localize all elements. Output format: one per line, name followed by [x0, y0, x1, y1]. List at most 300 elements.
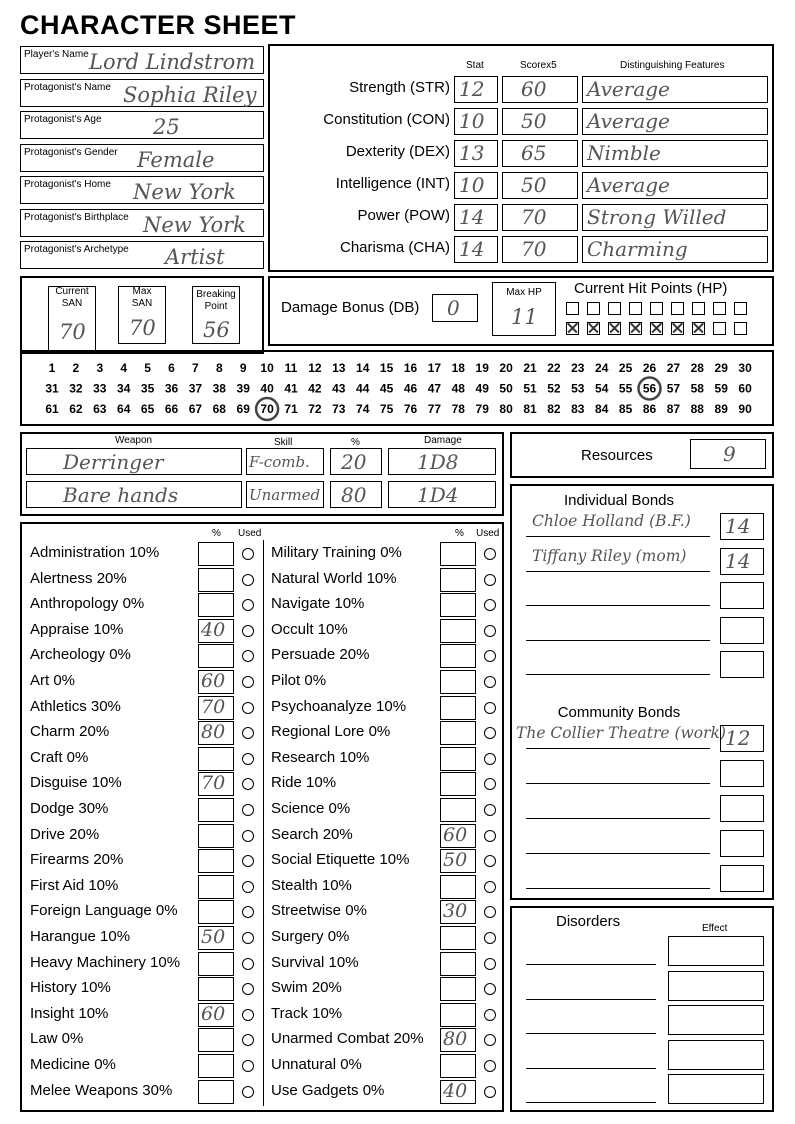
skill-value-box[interactable]	[198, 696, 234, 720]
skills-left-used-header: Used	[238, 528, 262, 539]
skill-used-checkbox[interactable]	[242, 702, 254, 714]
hp-checkbox[interactable]	[734, 322, 747, 335]
skill-name: Natural World 10%	[271, 569, 397, 587]
skill-used-checkbox[interactable]	[242, 1009, 254, 1021]
skill-name: Drive 20%	[30, 825, 100, 843]
hp-checkbox[interactable]	[650, 322, 663, 335]
disorder-line[interactable]	[526, 1033, 656, 1034]
san-track-number[interactable]: 72	[308, 402, 322, 416]
san-track-number[interactable]: 25	[618, 361, 633, 375]
disorder-line[interactable]	[526, 999, 656, 1000]
san-track-number[interactable]: 54	[595, 381, 609, 396]
san-track-number[interactable]: 30	[738, 361, 752, 375]
san-track-number[interactable]: 27	[666, 361, 681, 375]
score-value-box[interactable]	[502, 236, 578, 263]
skill-name: Navigate 10%	[271, 595, 365, 613]
skill-value-box[interactable]	[198, 926, 234, 950]
san-track-number[interactable]: 78	[451, 402, 465, 416]
info-label: Protagonist's Archetype	[24, 244, 129, 255]
san-track-number[interactable]: 74	[356, 402, 370, 416]
skill-name: Track 10%	[271, 1004, 343, 1022]
hp-checkbox[interactable]	[587, 302, 600, 315]
disorder-line[interactable]	[526, 1068, 656, 1069]
weapon-pct-box[interactable]	[330, 481, 382, 508]
skill-value-box[interactable]	[440, 1028, 476, 1052]
hp-checkbox[interactable]	[671, 302, 684, 315]
feature-box[interactable]	[582, 76, 768, 103]
san-track-number[interactable]: 63	[93, 402, 107, 416]
san-track-number[interactable]: 35	[140, 381, 155, 396]
skill-value-box[interactable]	[440, 1054, 476, 1078]
score-header: Scorex5	[520, 60, 557, 71]
bond-line[interactable]	[526, 674, 710, 675]
feature-box[interactable]	[582, 172, 768, 199]
san-track-number[interactable]: 13	[332, 361, 346, 375]
san-track-number[interactable]: 61	[45, 402, 59, 416]
san-track-number[interactable]: 32	[69, 381, 83, 396]
score-value: 70	[521, 205, 547, 229]
weapon-name-box[interactable]	[26, 481, 242, 508]
skill-used-checkbox[interactable]	[242, 676, 254, 688]
san-track-number[interactable]: 23	[571, 361, 585, 375]
san-track-number[interactable]: 84	[595, 402, 609, 416]
skill-used-checkbox[interactable]	[242, 958, 254, 970]
resources-label: Resources	[581, 447, 653, 464]
skill-value-box[interactable]	[198, 670, 234, 694]
skill-value-box[interactable]	[198, 1003, 234, 1027]
skill-value-box[interactable]	[198, 952, 234, 976]
skill-value-box[interactable]	[198, 542, 234, 566]
info-field[interactable]	[20, 79, 264, 107]
damage-bonus-box[interactable]	[432, 294, 478, 322]
bond-name: The Collier Theatre (work)	[516, 724, 726, 742]
san-track-number[interactable]: 87	[666, 402, 681, 416]
weapon-pct: 20	[341, 450, 367, 474]
san-track-number[interactable]: 86	[642, 402, 657, 416]
skill-value-box[interactable]	[198, 1080, 234, 1104]
skill-used-checkbox[interactable]	[242, 932, 254, 944]
stat-value: 12	[459, 77, 485, 101]
disorder-effect-box[interactable]	[668, 1040, 764, 1070]
bond-line[interactable]	[526, 571, 710, 572]
san-track-number[interactable]: 3	[96, 361, 104, 375]
skill-value-box[interactable]	[440, 900, 476, 924]
hp-checkbox[interactable]	[629, 302, 642, 315]
san-track-number[interactable]: 1	[48, 361, 56, 375]
bond-value-box[interactable]	[720, 651, 764, 678]
skill-value-box[interactable]	[198, 568, 234, 592]
max-san-box[interactable]	[118, 286, 166, 344]
skill-name: Art 0%	[30, 672, 76, 689]
san-track-number[interactable]: 26	[642, 361, 657, 375]
feature-box[interactable]	[582, 140, 768, 167]
san-track-number[interactable]: 83	[571, 402, 585, 416]
score-value: 50	[521, 173, 547, 197]
san-track-number[interactable]: 41	[284, 381, 298, 396]
current-hp-label: Current Hit Points (HP)	[574, 280, 728, 297]
bond-line[interactable]	[526, 888, 710, 889]
weapon-pct: 80	[341, 483, 367, 507]
skill-value-box[interactable]	[440, 798, 476, 822]
info-field[interactable]	[20, 241, 264, 269]
san-track-number[interactable]: 48	[451, 381, 465, 396]
info-field[interactable]	[20, 111, 264, 139]
san-track-number[interactable]: 42	[308, 381, 322, 396]
skill-value-box[interactable]	[440, 619, 476, 643]
san-track-number[interactable]: 44	[356, 381, 370, 396]
bond-line[interactable]	[526, 536, 710, 537]
san-track-number[interactable]: 90	[738, 402, 752, 416]
skill-used-checkbox[interactable]	[242, 1086, 254, 1098]
san-track-number[interactable]: 81	[523, 402, 537, 416]
san-track-number[interactable]: 21	[523, 361, 537, 375]
score-value-box[interactable]	[502, 76, 578, 103]
bond-value-box[interactable]	[720, 865, 764, 892]
resources-box[interactable]	[690, 439, 766, 469]
san-track-number[interactable]: 64	[117, 402, 131, 416]
disorder-line[interactable]	[526, 1102, 656, 1103]
san-track-number[interactable]: 17	[427, 361, 442, 375]
hp-checkbox[interactable]	[587, 322, 600, 335]
stat-value-box[interactable]	[454, 204, 498, 231]
hp-checkbox[interactable]	[566, 302, 579, 315]
skill-value-box[interactable]	[198, 824, 234, 848]
san-track-number[interactable]: 77	[427, 402, 442, 416]
stat-value-box[interactable]	[454, 140, 498, 167]
san-track-number[interactable]: 39	[236, 381, 250, 396]
san-track-number[interactable]: 33	[93, 381, 107, 396]
disorder-effect-box[interactable]	[668, 936, 764, 966]
skill-used-checkbox[interactable]	[242, 804, 254, 816]
disorder-effect-box[interactable]	[668, 1074, 764, 1104]
skill-name: Social Etiquette 10%	[271, 851, 410, 869]
san-track-number[interactable]: 58	[690, 381, 704, 396]
hp-checkbox[interactable]	[671, 322, 684, 335]
skill-value-box[interactable]	[440, 721, 476, 745]
san-track-number[interactable]: 22	[547, 361, 561, 375]
skill-used-checkbox[interactable]	[242, 574, 254, 586]
disorder-line[interactable]	[526, 964, 656, 965]
skill-name: First Aid 10%	[30, 876, 119, 894]
skill-value-box[interactable]	[198, 1028, 234, 1052]
skill-value-box[interactable]	[198, 772, 234, 796]
max-hp-box[interactable]	[492, 282, 556, 336]
bond-line[interactable]	[526, 853, 710, 854]
skill-value-box[interactable]	[198, 619, 234, 643]
san-track-number[interactable]: 8	[215, 361, 223, 375]
san-track-number[interactable]: 67	[188, 402, 203, 416]
skill-value-box[interactable]	[198, 977, 234, 1001]
san-track-number[interactable]: 18	[451, 361, 465, 375]
skill-value-box[interactable]	[198, 849, 234, 873]
san-track-number[interactable]: 66	[164, 402, 179, 416]
skill-value-box[interactable]	[440, 1080, 476, 1104]
skill-value-box[interactable]	[198, 593, 234, 617]
weapon-damage-box[interactable]	[388, 448, 496, 475]
info-value: New York	[133, 180, 236, 204]
hp-checkbox[interactable]	[608, 322, 621, 335]
bond-line[interactable]	[526, 748, 710, 749]
skill-value-box[interactable]	[440, 849, 476, 873]
san-track-number[interactable]: 2	[72, 361, 80, 375]
skill-value-box[interactable]	[440, 977, 476, 1001]
san-track-number[interactable]: 16	[403, 361, 418, 375]
weapon-pct-box[interactable]	[330, 448, 382, 475]
hp-checkbox[interactable]	[650, 302, 663, 315]
info-value: Artist	[165, 245, 225, 269]
san-track-number[interactable]: 29	[714, 361, 728, 375]
san-track-number[interactable]: 12	[308, 361, 322, 375]
skill-value-box[interactable]	[440, 593, 476, 617]
weapon-damage-box[interactable]	[388, 481, 496, 508]
skill-used-checkbox[interactable]	[484, 625, 496, 637]
info-label: Protagonist's Age	[24, 114, 102, 125]
skill-used-checkbox[interactable]	[484, 932, 496, 944]
hp-checkbox[interactable]	[629, 322, 642, 335]
san-track-number[interactable]: 38	[212, 381, 226, 396]
san-track-number[interactable]: 6	[168, 361, 175, 375]
skill-name: Surgery 0%	[271, 928, 350, 945]
score-value: 60	[521, 77, 547, 101]
stat-value: 10	[459, 173, 485, 197]
score-value-box[interactable]	[502, 108, 578, 135]
skill-used-checkbox[interactable]	[242, 881, 254, 893]
skill-used-checkbox[interactable]	[484, 753, 496, 765]
san-track-number[interactable]: 89	[714, 402, 728, 416]
hp-checkbox[interactable]	[608, 302, 621, 315]
disorder-effect-box[interactable]	[668, 971, 764, 1001]
skill-name: Research 10%	[271, 748, 370, 766]
san-track-number[interactable]: 46	[403, 381, 418, 396]
san-track-number[interactable]: 76	[403, 402, 418, 416]
san-track-number[interactable]: 36	[164, 381, 179, 396]
san-track-number[interactable]: 15	[379, 361, 394, 375]
weapon-skill-box[interactable]	[246, 481, 324, 508]
san-track-number[interactable]: 37	[188, 381, 203, 396]
breaking-point-box[interactable]	[192, 286, 240, 344]
stat-value: 14	[459, 205, 485, 229]
max-san-label: Max	[132, 286, 152, 297]
info-label: Protagonist's Gender	[24, 146, 118, 158]
skill-value-box[interactable]	[198, 721, 234, 745]
skill-value-box[interactable]	[440, 1003, 476, 1027]
san-track-number[interactable]: 45	[379, 381, 394, 396]
san-track-number[interactable]: 73	[332, 402, 346, 416]
san-track-number[interactable]: 65	[140, 402, 155, 416]
skill-value-box[interactable]	[440, 670, 476, 694]
san-track-number[interactable]: 7	[192, 361, 199, 375]
bond-value-box[interactable]	[720, 725, 764, 752]
san-track-number[interactable]: 9	[239, 361, 247, 375]
san-track-number[interactable]: 40	[260, 381, 274, 396]
stat-name: Charisma (CHA)	[339, 239, 450, 256]
skill-name: Medicine 0%	[30, 1056, 116, 1073]
skill-used-checkbox[interactable]	[484, 830, 496, 842]
weapon-skill-box[interactable]	[246, 448, 324, 475]
san-track-number[interactable]: 85	[618, 402, 633, 416]
skill-value-box[interactable]	[440, 952, 476, 976]
skill-value-box[interactable]	[440, 644, 476, 668]
stat-value-box[interactable]	[454, 172, 498, 199]
skill-value-box[interactable]	[440, 824, 476, 848]
bond-line[interactable]	[526, 640, 710, 641]
san-track-number[interactable]: 75	[379, 402, 394, 416]
feature-box[interactable]	[582, 236, 768, 263]
feature-value: Average	[587, 173, 670, 197]
score-value-box[interactable]	[502, 204, 578, 231]
skill-name: History 10%	[30, 979, 111, 997]
skill-name: Dodge 30%	[30, 800, 109, 817]
disorder-effect-box[interactable]	[668, 1005, 764, 1035]
san-track-number[interactable]: 88	[690, 402, 704, 416]
hp-checkbox[interactable]	[713, 302, 726, 315]
hp-checkbox[interactable]	[692, 302, 705, 315]
san-track-number[interactable]: 70	[260, 402, 274, 416]
hp-checkbox[interactable]	[713, 322, 726, 335]
san-track-number[interactable]: 51	[523, 381, 537, 396]
san-track-number[interactable]: 43	[332, 381, 346, 396]
skill-used-checkbox[interactable]	[484, 958, 496, 970]
stat-name: Dexterity (DEX)	[345, 143, 450, 160]
skill-used-checkbox[interactable]	[242, 1060, 254, 1072]
skill-used-checkbox[interactable]	[242, 753, 254, 765]
bond-value-box[interactable]	[720, 582, 764, 609]
skill-used-checkbox[interactable]	[242, 625, 254, 637]
skill-used-checkbox[interactable]	[484, 881, 496, 893]
weapon-name-box[interactable]	[26, 448, 242, 475]
disorders-title: Disorders	[556, 913, 621, 930]
skill-value-box[interactable]	[440, 926, 476, 950]
hp-checkbox[interactable]	[566, 322, 579, 335]
san-track-number[interactable]: 47	[427, 381, 442, 396]
skill-name: Heavy Machinery 10%	[30, 953, 181, 971]
skill-value-box[interactable]	[440, 772, 476, 796]
skill-value: 80	[443, 1028, 468, 1051]
current-san-box[interactable]	[48, 286, 96, 352]
skill-value-box[interactable]	[198, 644, 234, 668]
san-track-number[interactable]: 52	[547, 381, 561, 396]
san-track-number[interactable]: 53	[571, 381, 585, 396]
skill-value-box[interactable]	[440, 696, 476, 720]
san-track-number[interactable]: 5	[144, 361, 151, 375]
bond-value: 14	[725, 514, 751, 538]
skill-value-box[interactable]	[440, 542, 476, 566]
san-track-number[interactable]: 57	[666, 381, 681, 396]
max-san-value: 70	[129, 316, 156, 340]
san-track-number[interactable]: 60	[738, 381, 752, 396]
skill-used-checkbox[interactable]	[484, 1086, 496, 1098]
skill-value-box[interactable]	[198, 798, 234, 822]
bond-line[interactable]	[526, 818, 710, 819]
stat-name: Constitution (CON)	[323, 111, 450, 128]
san-track-number[interactable]: 4	[120, 361, 128, 375]
feature-box[interactable]	[582, 108, 768, 135]
score-value-box[interactable]	[502, 172, 578, 199]
san-track-number[interactable]: 28	[690, 361, 704, 375]
skill-value-box[interactable]	[198, 900, 234, 924]
san-track-number[interactable]: 62	[69, 402, 83, 416]
hp-checkbox[interactable]	[734, 302, 747, 315]
hp-checkbox[interactable]	[692, 322, 705, 335]
san-track-number[interactable]: 82	[547, 402, 561, 416]
bond-value-box[interactable]	[720, 795, 764, 822]
skill-used-checkbox[interactable]	[242, 830, 254, 842]
skill-used-checkbox[interactable]	[484, 804, 496, 816]
skill-used-checkbox[interactable]	[484, 676, 496, 688]
san-track-number[interactable]: 80	[499, 402, 513, 416]
info-field[interactable]	[20, 176, 264, 204]
skill-used-checkbox[interactable]	[484, 548, 496, 560]
skill-used-checkbox[interactable]	[484, 1009, 496, 1021]
san-track-number[interactable]: 55	[618, 381, 633, 396]
stat-value-box[interactable]	[454, 76, 498, 103]
skill-used-checkbox[interactable]	[484, 1060, 496, 1072]
san-track-number[interactable]: 59	[714, 381, 728, 396]
info-field[interactable]	[20, 46, 264, 74]
stat-row	[270, 75, 772, 105]
feature-box[interactable]	[582, 204, 768, 231]
skill-value-box[interactable]	[440, 747, 476, 771]
skill-value-box[interactable]	[198, 875, 234, 899]
stat-value: 10	[459, 109, 485, 133]
skill-used-checkbox[interactable]	[242, 548, 254, 560]
bond-value-box[interactable]	[720, 548, 764, 575]
skill-used-checkbox[interactable]	[484, 702, 496, 714]
san-track-number[interactable]: 20	[499, 361, 513, 375]
bond-value-box[interactable]	[720, 513, 764, 540]
skill-value-box[interactable]	[198, 747, 234, 771]
san-track-number[interactable]: 71	[284, 402, 298, 416]
stat-row	[270, 235, 772, 265]
skill-value-box[interactable]	[198, 1054, 234, 1078]
san-track-number[interactable]: 68	[212, 402, 226, 416]
san-track-number[interactable]: 31	[45, 381, 59, 396]
skill-name: Streetwise 0%	[271, 902, 367, 920]
skill-header: Skill	[274, 437, 293, 448]
skill-name: Occult 10%	[271, 620, 348, 638]
stat-value-box[interactable]	[454, 236, 498, 263]
stat-value-box[interactable]	[454, 108, 498, 135]
san-track-number[interactable]: 34	[117, 381, 131, 396]
info-field[interactable]	[20, 209, 264, 237]
bond-value-box[interactable]	[720, 830, 764, 857]
individual-bonds-title: Individual Bonds	[563, 492, 675, 509]
san-track-number[interactable]: 56	[642, 381, 657, 396]
san-track-number[interactable]: 11	[284, 361, 298, 375]
san-track-number[interactable]: 19	[475, 361, 489, 375]
skill-used-checkbox[interactable]	[484, 574, 496, 586]
san-track-number[interactable]: 49	[475, 381, 489, 396]
skill-value-box[interactable]	[440, 568, 476, 592]
bond-value-box[interactable]	[720, 617, 764, 644]
san-track-number[interactable]: 24	[595, 361, 609, 375]
bond-line[interactable]	[526, 783, 710, 784]
san-track-number[interactable]: 10	[260, 361, 274, 375]
max-san-label-2: SAN	[131, 298, 153, 309]
skill-value-box[interactable]	[440, 875, 476, 899]
san-track-number[interactable]: 69	[236, 402, 250, 416]
damage-bonus-label: Damage Bonus (DB)	[281, 299, 420, 316]
max-hp-label: Max HP	[506, 287, 542, 298]
san-track-number[interactable]: 79	[475, 402, 489, 416]
bond-line[interactable]	[526, 605, 710, 606]
info-label: Protagonist's Home	[24, 179, 111, 190]
bond-value-box[interactable]	[720, 760, 764, 787]
score-value-box[interactable]	[502, 140, 578, 167]
san-track-number[interactable]: 50	[499, 381, 513, 396]
info-field[interactable]	[20, 144, 264, 172]
san-track-number[interactable]: 14	[356, 361, 370, 375]
